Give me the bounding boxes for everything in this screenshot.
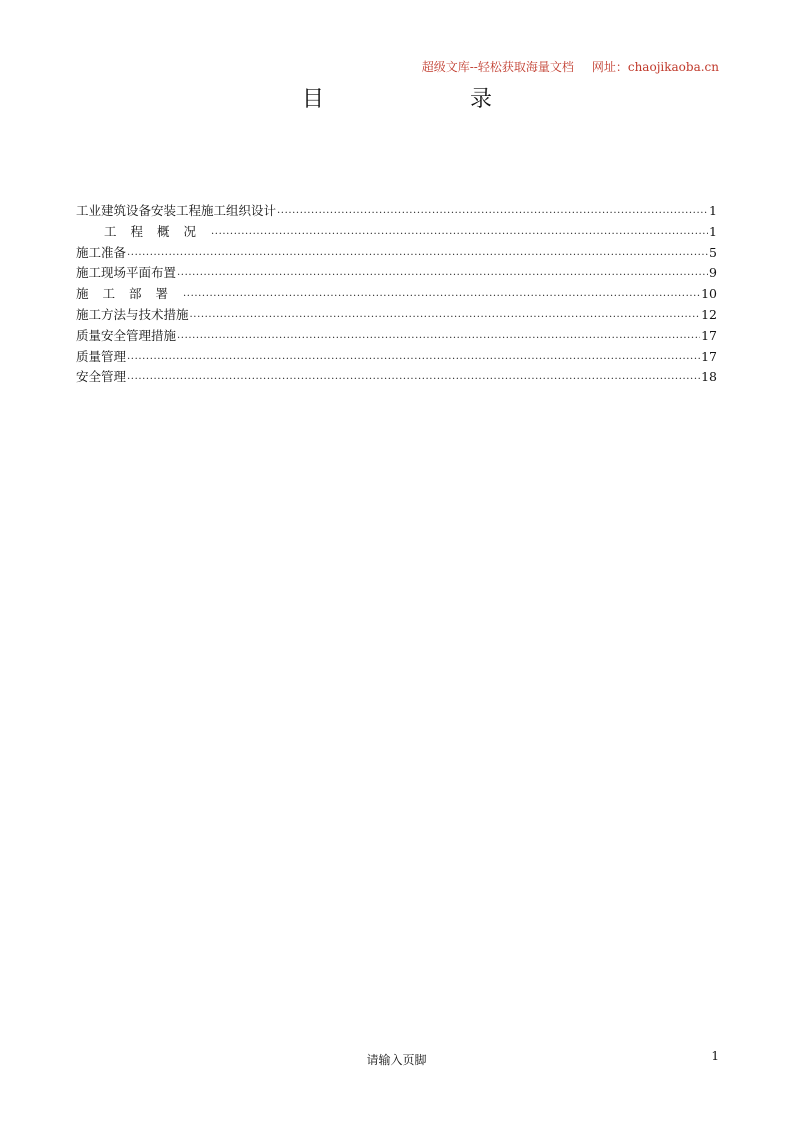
toc-entry-label: 安全管理 — [76, 369, 127, 385]
header-url-text: 网址：chaojikaoba.cn — [591, 60, 719, 74]
toc-entry[interactable] — [76, 305, 717, 326]
toc-entry[interactable] — [76, 263, 717, 284]
toc-entry-label: 工业建筑设备安装工程施工组织设计 — [76, 203, 277, 218]
toc-leader-dots — [177, 263, 708, 284]
toc-entry[interactable] — [76, 243, 717, 264]
toc-entry-page: 12 — [701, 306, 717, 322]
page-header — [422, 58, 719, 75]
toc-leader-dots — [183, 284, 700, 305]
toc-entry[interactable] — [76, 284, 717, 305]
toc-leader-dots — [190, 305, 701, 326]
table-of-contents — [76, 201, 717, 388]
toc-entry[interactable] — [76, 367, 717, 388]
toc-leader-dots — [127, 347, 700, 368]
toc-entry-page: 17 — [701, 348, 717, 364]
toc-entry-label: 施工方法与技术措施 — [76, 306, 189, 322]
toc-entry[interactable] — [76, 347, 717, 368]
toc-entry-label: 施工现场平面布置 — [76, 265, 177, 281]
toc-entry-page: 1 — [709, 203, 717, 218]
toc-entry-label: 工程概况 — [104, 223, 211, 239]
toc-entry[interactable] — [76, 222, 717, 243]
toc-leader-dots — [277, 201, 708, 222]
toc-entry-page: 5 — [709, 244, 717, 260]
toc-entry[interactable] — [76, 326, 717, 347]
toc-entry-label: 质量管理 — [76, 348, 127, 364]
toc-entry[interactable] — [76, 201, 717, 222]
toc-leader-dots — [127, 367, 700, 388]
title-char-2: 录 — [470, 87, 493, 112]
toc-leader-dots — [211, 222, 708, 243]
toc-leader-dots — [177, 326, 700, 347]
page-title — [0, 82, 793, 116]
header-site-text: 超级文库--轻松获取海量文档 — [421, 60, 574, 74]
footer-placeholder: 请输入页脚 — [366, 1053, 427, 1067]
toc-entry-page: 10 — [701, 286, 717, 302]
toc-entry-page: 1 — [709, 223, 717, 239]
toc-entry-label: 施工部署 — [76, 286, 183, 302]
toc-entry-page: 17 — [701, 327, 717, 343]
toc-entry-page: 18 — [701, 369, 717, 385]
footer-page-number: 1 — [711, 1049, 719, 1063]
toc-entry-label: 施工准备 — [76, 244, 127, 260]
toc-leader-dots — [127, 243, 708, 264]
toc-entry-page: 9 — [709, 265, 717, 281]
title-char-1: 目 — [302, 87, 325, 112]
toc-entry-label: 质量安全管理措施 — [76, 327, 177, 343]
